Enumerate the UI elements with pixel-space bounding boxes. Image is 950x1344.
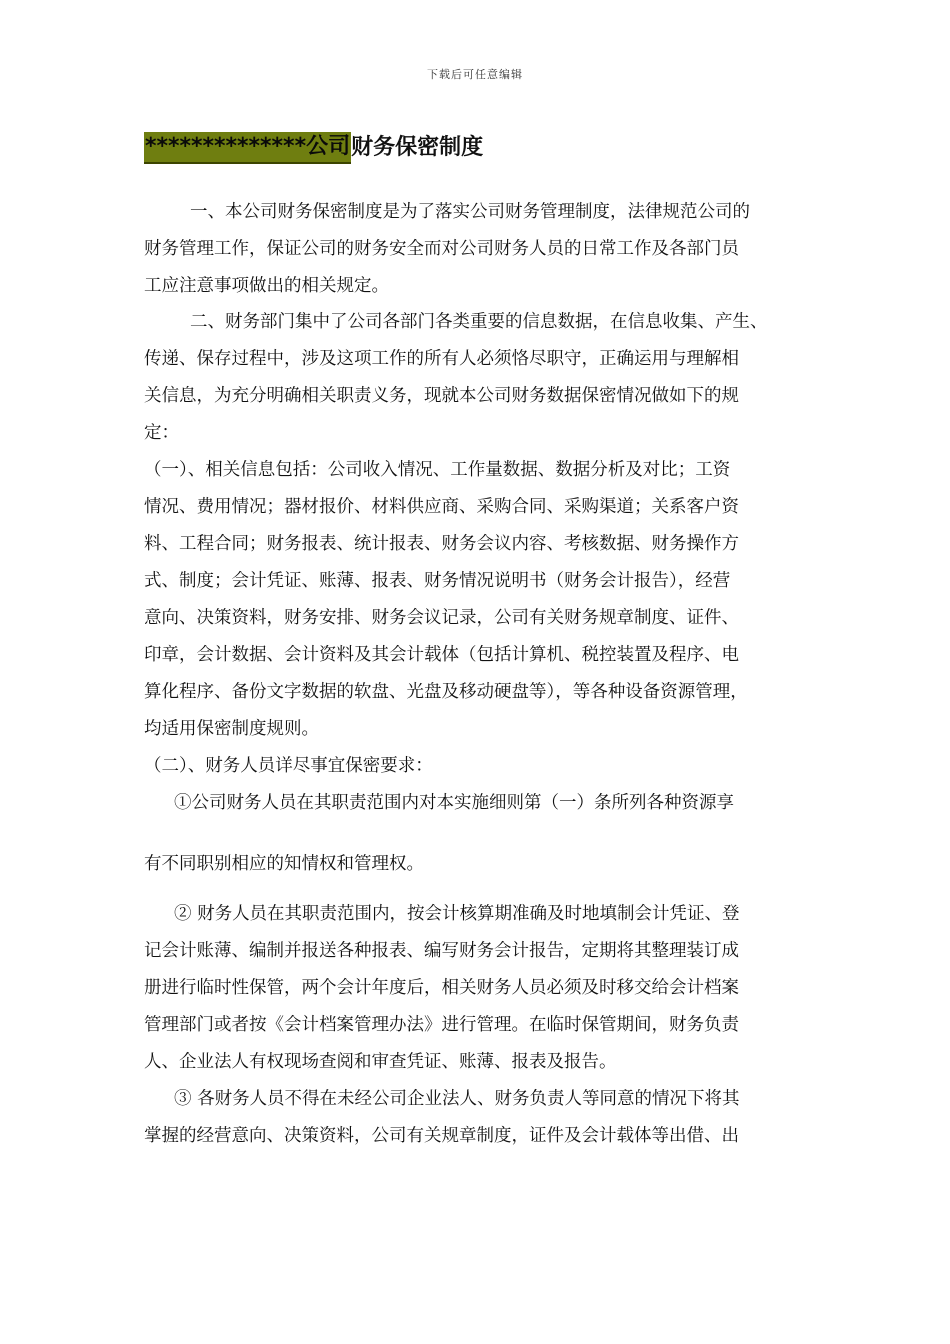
text-line: 料、工程合同；财务报表、统计报表、财务会议内容、考核数据、财务操作方 — [144, 534, 739, 554]
text-line: （一）、相关信息包括：公司收入情况、工作量数据、数据分析及对比；工资 — [144, 460, 731, 480]
text-line: 关信息，为充分明确相关职责义务，现就本公司财务数据保密情况做如下的规 — [144, 386, 739, 406]
text-line: 印章，会计数据、会计资料及其会计载体（包括计算机、税控装置及程序、电 — [144, 645, 739, 665]
text-line: 情况、费用情况；器材报价、材料供应商、采购合同、采购渠道；关系客户资 — [144, 497, 739, 517]
text-line: 管理部门或者按《会计档案管理办法》进行管理。在临时保管期间，财务负责 — [144, 1015, 739, 1035]
text-line: 记会计账薄、编制并报送各种报表、编写财务会计报告，定期将其整理装订成 — [144, 941, 739, 961]
text-line: 财务管理工作，保证公司的财务安全而对公司财务人员的日常工作及各部门员 — [144, 239, 739, 259]
document-title — [144, 131, 483, 165]
title-rest: 财务保密制度 — [351, 135, 484, 160]
text-line: 式、制度；会计凭证、账薄、报表、财务情况说明书（财务会计报告），经营 — [144, 571, 731, 591]
paragraph-continuation — [144, 846, 824, 883]
text-line: 一、本公司财务保密制度是为了落实公司财务管理制度，法律规范公司的 — [190, 202, 750, 222]
text-line: 工应注意事项做出的相关规定。 — [144, 276, 389, 296]
text-line: 均适用保密制度规则。 — [144, 719, 319, 739]
text-line: ①公司财务人员在其职责范围内对本实施细则第（一）条所列各种资源享 — [174, 793, 734, 813]
header-note: 下载后可任意编辑 — [427, 68, 523, 81]
text-line: 传递、保存过程中，涉及这项工作的所有人必须恪尽职守，正确运用与理解相 — [144, 349, 739, 369]
text-line: 算化程序、备份文字数据的软盘、光盘及移动硬盘等），等各种设备资源管理， — [144, 682, 748, 702]
text-line: （二）、财务人员详尽事宜保密要求： — [144, 756, 433, 776]
paragraph-section-two — [144, 304, 824, 822]
paragraph-items-two-three — [144, 896, 824, 1155]
text-line: 意向、决策资料，财务安排、财务会议记录，公司有关财务规章制度、证件、 — [144, 608, 739, 628]
text-line: 定： — [144, 423, 179, 443]
text-line: 册进行临时性保管，两个会计年度后，相关财务人员必须及时移交给会计档案 — [144, 978, 739, 998]
text-line: ③ 各财务人员不得在未经公司企业法人、财务负责人等同意的情况下将其 — [174, 1089, 740, 1109]
text-line: 有不同职别相应的知情权和管理权。 — [144, 854, 424, 874]
title-highlighted-part: **************公司 — [144, 132, 351, 164]
text-line: 二、财务部门集中了公司各部门各类重要的信息数据，在信息收集、产生、 — [190, 312, 768, 332]
text-line: 掌握的经营意向、决策资料，公司有关规章制度，证件及会计载体等出借、出 — [144, 1126, 739, 1146]
paragraph-section-one — [144, 194, 824, 305]
text-line: 人、企业法人有权现场查阅和审查凭证、账薄、报表及报告。 — [144, 1052, 617, 1072]
text-line: ② 财务人员在其职责范围内，按会计核算期准确及时地填制会计凭证、登 — [174, 904, 740, 924]
